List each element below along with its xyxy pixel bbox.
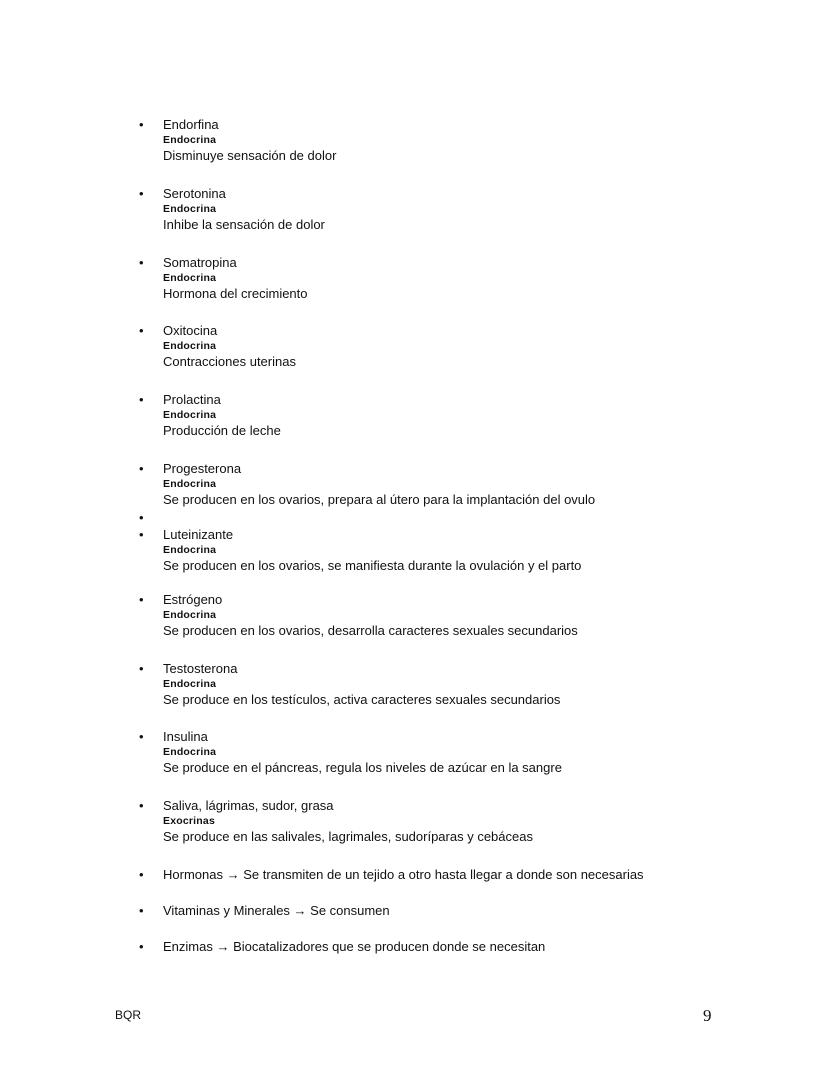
gland-type: Endocrina <box>163 409 217 421</box>
bullet: • <box>139 903 144 918</box>
gland-type: Endocrina <box>163 544 217 556</box>
item <box>139 460 783 509</box>
gland-type: Endocrina <box>163 678 217 690</box>
hormone-description: Se produce en las salivales, lagrimales, sudoríparas y cebáceas <box>163 829 533 844</box>
hormone-description: Contracciones uterinas <box>163 354 296 369</box>
hormone-name: Oxitocina <box>163 323 218 338</box>
bullet: • <box>139 661 144 676</box>
hormone-name: Saliva, lágrimas, sudor, grasa <box>163 798 334 813</box>
gland-type: Endocrina <box>163 272 217 284</box>
hormone-name: Insulina <box>163 729 208 744</box>
hormone-name: Estrógeno <box>163 592 223 607</box>
gland-type: Endocrina <box>163 746 217 758</box>
hormone-name: Serotonina <box>163 186 226 201</box>
hormone-name: Prolactina <box>163 392 221 407</box>
item <box>139 526 783 575</box>
gland-type: Endocrina <box>163 203 217 215</box>
bullet: • <box>139 186 144 201</box>
item <box>139 254 783 303</box>
summary-line <box>139 866 783 883</box>
gland-type: Endocrina <box>163 478 217 490</box>
bullet: • <box>139 527 144 542</box>
hormone-name: Luteinizante <box>163 527 234 542</box>
item <box>139 728 783 777</box>
hormone-description: Se producen en los ovarios, se manifiesta durante la ovulación y el parto <box>163 558 582 573</box>
bullet: • <box>139 867 144 882</box>
summary-text: Enzimas → Biocatalizadores que se producen donde se necesitan <box>163 939 546 954</box>
gland-type: Endocrina <box>163 340 217 352</box>
gland-type: Exocrinas <box>163 815 215 827</box>
summary-text: Hormonas → Se transmiten de un tejido a otro hasta llegar a donde son necesarias <box>163 867 644 882</box>
bullet: • <box>139 798 144 813</box>
bullet: • <box>139 117 144 132</box>
page-number: 9 <box>703 1006 712 1025</box>
hormone-name: Progesterona <box>163 461 242 476</box>
bullet: • <box>139 255 144 270</box>
bullet: • <box>139 729 144 744</box>
bullet: • <box>139 461 144 476</box>
hormone-name: Testosterona <box>163 661 238 676</box>
item <box>139 660 783 709</box>
item <box>139 185 783 234</box>
item <box>139 322 783 371</box>
hormone-description: Se produce en los testículos, activa caracteres sexuales secundarios <box>163 692 561 707</box>
item <box>139 391 783 440</box>
gland-type: Endocrina <box>163 134 217 146</box>
bullet: • <box>139 939 144 954</box>
hormone-name: Endorfina <box>163 117 219 132</box>
hormone-description: Se producen en los ovarios, desarrolla caracteres sexuales secundarios <box>163 623 578 638</box>
footer-label: BQR <box>115 1008 142 1022</box>
item <box>139 591 783 640</box>
hormone-description: Producción de leche <box>163 423 281 438</box>
bullet: • <box>139 323 144 338</box>
summary-text: Vitaminas y Minerales → Se consumen <box>163 903 390 918</box>
gland-type: Endocrina <box>163 609 217 621</box>
hormone-description: Inhibe la sensación de dolor <box>163 217 325 232</box>
summary-line <box>139 938 783 955</box>
summary-line <box>139 902 783 919</box>
hormone-description: Hormona del crecimiento <box>163 286 308 301</box>
bullet: • <box>139 392 144 407</box>
hormone-name: Somatropina <box>163 255 237 270</box>
hormone-description: Se producen en los ovarios, prepara al útero para la implantación del ovulo <box>163 492 596 507</box>
hormone-description: Disminuye sensación de dolor <box>163 148 337 163</box>
hormone-description: Se produce en el páncreas, regula los niveles de azúcar en la sangre <box>163 760 562 775</box>
item <box>139 797 783 846</box>
bullet: • <box>139 592 144 607</box>
empty-bullet: • <box>139 510 144 525</box>
item <box>139 116 783 165</box>
